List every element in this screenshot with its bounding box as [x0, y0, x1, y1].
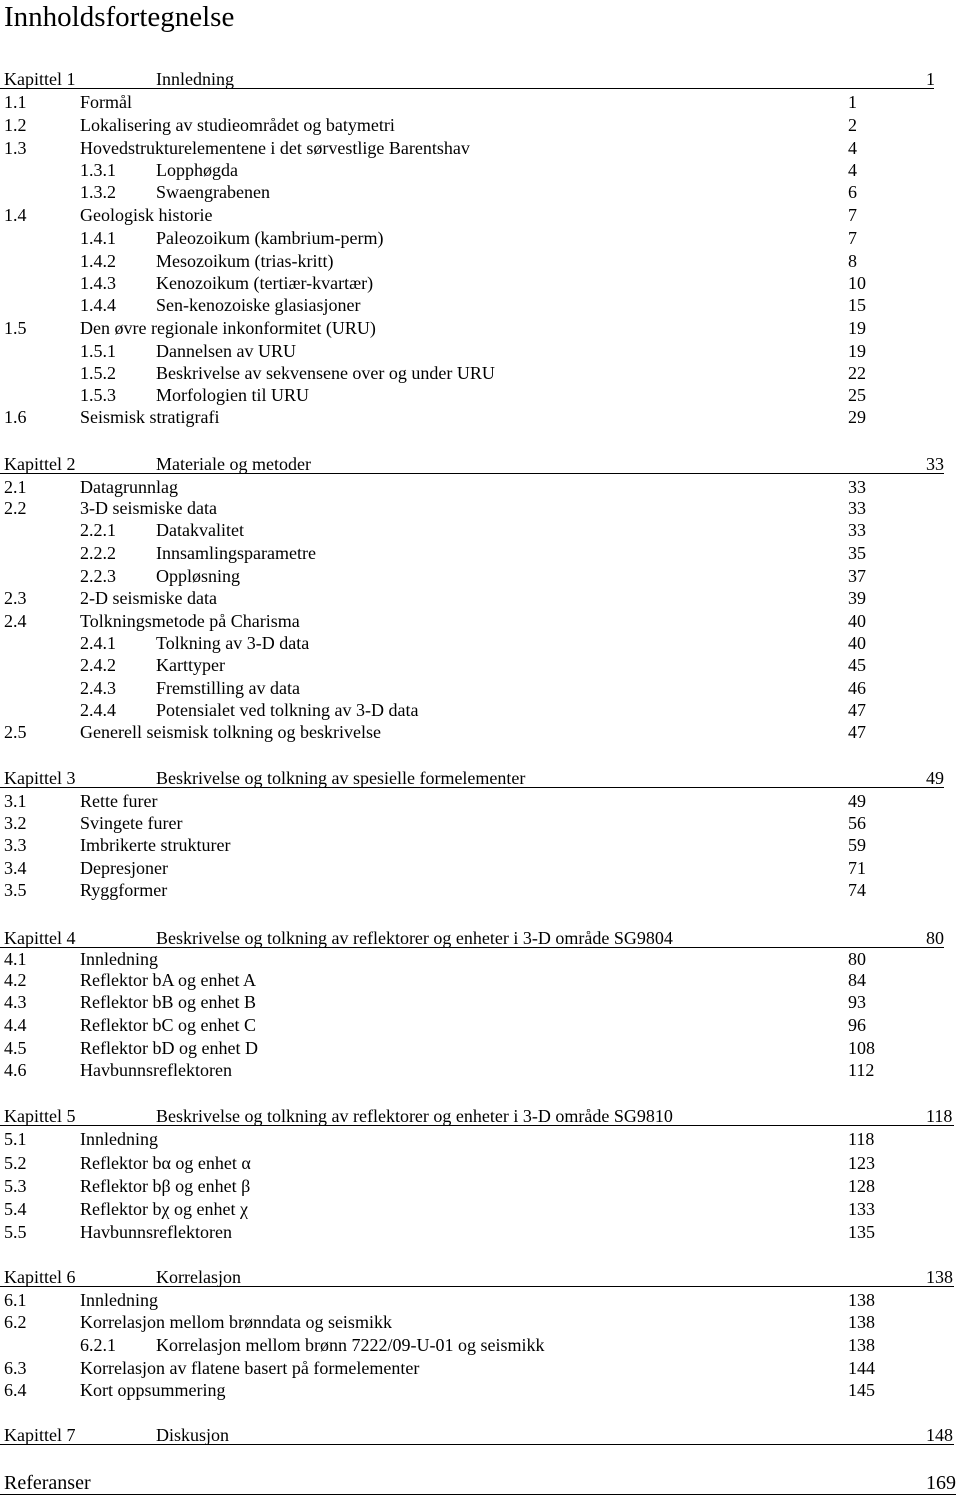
- toc-entry[interactable]: [0, 1357, 960, 1379]
- toc-entry[interactable]: [0, 1289, 960, 1311]
- toc-entry[interactable]: [0, 879, 960, 901]
- toc-entry[interactable]: [0, 1311, 960, 1333]
- entry-page-number: 128: [848, 1176, 875, 1196]
- entry-number: 1.1: [4, 92, 27, 112]
- entry-number: 2.4: [4, 611, 27, 631]
- entry-title: Paleozoikum (kambrium-perm): [156, 228, 384, 248]
- entry-number: Kapittel 7: [4, 1425, 76, 1445]
- entry-page-number: 39: [848, 588, 866, 608]
- entry-title: Havbunnsreflektoren: [80, 1222, 232, 1242]
- toc-entry[interactable]: [0, 519, 960, 541]
- entry-title: Lopphøgda: [156, 160, 238, 180]
- entry-number: 5.1: [4, 1129, 27, 1149]
- toc-references-entry[interactable]: [0, 1472, 956, 1495]
- entry-page-number: 7: [848, 205, 857, 225]
- entry-page-number: 1: [926, 69, 935, 89]
- entry-title: Morfologien til URU: [156, 385, 309, 405]
- entry-title: Reflektor bA og enhet A: [80, 970, 256, 990]
- entry-title: Reflektor bB og enhet B: [80, 992, 256, 1012]
- toc-entry[interactable]: [0, 812, 960, 834]
- entry-page-number: 133: [848, 1199, 875, 1219]
- entry-page-number: 19: [848, 341, 866, 361]
- toc-entry[interactable]: [0, 1059, 960, 1081]
- entry-title: Svingete furer: [80, 813, 183, 833]
- toc-entry[interactable]: [0, 991, 960, 1013]
- toc-entry[interactable]: [0, 677, 960, 699]
- entry-page-number: 33: [848, 477, 866, 497]
- toc-entry[interactable]: [0, 834, 960, 856]
- entry-page-number: 7: [848, 228, 857, 248]
- entry-title: Imbrikerte strukturer: [80, 835, 231, 855]
- toc-entry[interactable]: [0, 159, 960, 181]
- entry-number: 2.4.1: [80, 633, 116, 653]
- entry-number: 3.5: [4, 880, 27, 900]
- entry-title: Karttyper: [156, 655, 225, 675]
- entry-page-number: 112: [848, 1060, 875, 1080]
- entry-page-number: 2: [848, 115, 857, 135]
- entry-title: Innledning: [80, 1129, 158, 1149]
- toc-entry[interactable]: [0, 340, 960, 362]
- entry-number: 6.4: [4, 1380, 27, 1400]
- entry-page-number: 148: [926, 1425, 953, 1445]
- entry-page-number: 96: [848, 1015, 866, 1035]
- entry-number: 2.1: [4, 477, 27, 497]
- toc-entry[interactable]: [0, 137, 960, 159]
- entry-page-number: 74: [848, 880, 866, 900]
- entry-title: Reflektor bD og enhet D: [80, 1038, 258, 1058]
- entry-title: Beskrivelse og tolkning av reflektorer og enheter i 3-D område SG9804: [156, 928, 673, 948]
- entry-page-number: 40: [848, 633, 866, 653]
- toc-entry[interactable]: [0, 857, 960, 879]
- entry-title: Generell seismisk tolkning og beskrivelse: [80, 722, 381, 742]
- toc-chapter-entry[interactable]: [0, 1266, 954, 1287]
- entry-page-number: 40: [848, 611, 866, 631]
- entry-number: 2.2: [4, 498, 27, 518]
- toc-entry[interactable]: [0, 610, 960, 632]
- toc-entry[interactable]: [0, 362, 960, 384]
- entry-page-number: 118: [848, 1129, 875, 1149]
- entry-page-number: 29: [848, 407, 866, 427]
- entry-page-number: 49: [926, 768, 944, 788]
- entry-page-number: 22: [848, 363, 866, 383]
- entry-number: 5.4: [4, 1199, 27, 1219]
- entry-title: Den øvre regionale inkonformitet (URU): [80, 318, 376, 338]
- entry-title: Geologisk historie: [80, 205, 213, 225]
- entry-page-number: 46: [848, 678, 866, 698]
- entry-page-number: 33: [848, 498, 866, 518]
- entry-page-number: 108: [848, 1038, 875, 1058]
- entry-page-number: 169: [926, 1472, 956, 1494]
- entry-title: Beskrivelse og tolkning av reflektorer og enheter i 3-D område SG9810: [156, 1106, 673, 1126]
- entry-title: Reflektor bC og enhet C: [80, 1015, 256, 1035]
- entry-number: 3.1: [4, 791, 27, 811]
- entry-page-number: 138: [926, 1267, 953, 1287]
- toc-entry[interactable]: [0, 272, 960, 294]
- entry-page-number: 49: [848, 791, 866, 811]
- entry-number: 1.5.1: [80, 341, 116, 361]
- entry-number: 6.3: [4, 1358, 27, 1378]
- entry-page-number: 25: [848, 385, 866, 405]
- entry-title: Beskrivelse og tolkning av spesielle formelementer: [156, 768, 526, 788]
- entry-number: 2.4.3: [80, 678, 116, 698]
- entry-page-number: 33: [926, 454, 944, 474]
- entry-number: 1.3.2: [80, 182, 116, 202]
- entry-page-number: 118: [926, 1106, 953, 1126]
- entry-number: Kapittel 4: [4, 928, 76, 948]
- entry-number: 1.4.1: [80, 228, 116, 248]
- entry-title: Tolkningsmetode på Charisma: [80, 611, 300, 631]
- entry-number: 2.5: [4, 722, 27, 742]
- entry-number: 1.5.3: [80, 385, 116, 405]
- entry-number: 2.4.2: [80, 655, 116, 675]
- entry-number: Kapittel 1: [4, 69, 76, 89]
- entry-title: Reflektor bχ og enhet χ: [80, 1199, 248, 1219]
- toc-entry[interactable]: [0, 1037, 960, 1059]
- entry-title: Beskrivelse av sekvensene over og under URU: [156, 363, 495, 383]
- entry-page-number: 45: [848, 655, 866, 675]
- entry-number: 5.5: [4, 1222, 27, 1242]
- entry-title: Lokalisering av studieområdet og batymetri: [80, 115, 395, 135]
- toc-entry[interactable]: [0, 91, 960, 113]
- entry-title: Materiale og metoder: [156, 454, 311, 474]
- entry-page-number: 59: [848, 835, 866, 855]
- entry-title: Reflektor bα og enhet α: [80, 1153, 251, 1173]
- entry-page-number: 6: [848, 182, 857, 202]
- toc-entry[interactable]: [0, 1379, 960, 1401]
- entry-title: Ryggformer: [80, 880, 168, 900]
- entry-title: Innledning: [156, 69, 234, 89]
- entry-page-number: 4: [848, 138, 857, 158]
- entry-title: Kort oppsummering: [80, 1380, 226, 1400]
- entry-title: Swaengrabenen: [156, 182, 270, 202]
- entry-title: Potensialet ved tolkning av 3-D data: [156, 700, 419, 720]
- toc-entry[interactable]: [0, 114, 960, 136]
- entry-title: Korrelasjon mellom brønndata og seismikk: [80, 1312, 392, 1332]
- entry-page-number: 138: [848, 1335, 875, 1355]
- toc-entry[interactable]: [0, 721, 960, 743]
- toc-entry[interactable]: [0, 1334, 960, 1356]
- entry-number: 4.1: [4, 949, 27, 969]
- entry-page-number: 15: [848, 295, 866, 315]
- entry-number: Kapittel 5: [4, 1106, 76, 1126]
- entry-page-number: 123: [848, 1153, 875, 1173]
- entry-title: Kenozoikum (tertiær-kvartær): [156, 273, 374, 293]
- entry-number: 5.3: [4, 1176, 27, 1196]
- toc-entry[interactable]: [0, 1014, 960, 1036]
- entry-page-number: 138: [848, 1290, 875, 1310]
- entry-title: Referanser: [4, 1472, 91, 1494]
- toc-chapter-entry[interactable]: [0, 767, 944, 788]
- toc-entry[interactable]: [0, 384, 960, 406]
- entry-page-number: 80: [926, 928, 944, 948]
- entry-title: Innsamlingsparametre: [156, 543, 316, 563]
- entry-page-number: 35: [848, 543, 866, 563]
- entry-number: 1.5.2: [80, 363, 116, 383]
- toc-chapter-entry[interactable]: [0, 68, 934, 89]
- entry-number: 6.2: [4, 1312, 27, 1332]
- toc-chapter-entry[interactable]: [0, 1424, 954, 1445]
- entry-number: 2.4.4: [80, 700, 116, 720]
- entry-title: Korrelasjon mellom brønn 7222/09-U-01 og seismikk: [156, 1335, 545, 1355]
- toc-entry[interactable]: [0, 542, 960, 564]
- toc-entry[interactable]: [0, 790, 960, 812]
- toc-entry[interactable]: [0, 497, 960, 519]
- entry-title: Innledning: [80, 1290, 158, 1310]
- entry-page-number: 8: [848, 251, 857, 271]
- entry-number: 1.4.4: [80, 295, 116, 315]
- toc-entry[interactable]: [0, 227, 960, 249]
- entry-title: Seismisk stratigrafi: [80, 407, 220, 427]
- entry-title: Havbunnsreflektoren: [80, 1060, 232, 1080]
- entry-number: 4.5: [4, 1038, 27, 1058]
- entry-page-number: 47: [848, 722, 866, 742]
- entry-page-number: 33: [848, 520, 866, 540]
- entry-title: Fremstilling av data: [156, 678, 300, 698]
- entry-page-number: 4: [848, 160, 857, 180]
- entry-number: 2.2.3: [80, 566, 116, 586]
- entry-number: 1.5: [4, 318, 27, 338]
- toc-entry[interactable]: [0, 565, 960, 587]
- entry-number: 1.4: [4, 205, 27, 225]
- entry-title: 2-D seismiske data: [80, 588, 217, 608]
- entry-title: Oppløsning: [156, 566, 241, 586]
- toc-entry[interactable]: [0, 969, 960, 991]
- entry-number: 3.3: [4, 835, 27, 855]
- entry-number: 3.4: [4, 858, 27, 878]
- toc-entry[interactable]: [0, 476, 960, 498]
- entry-title: Dannelsen av URU: [156, 341, 296, 361]
- entry-number: 1.3.1: [80, 160, 116, 180]
- entry-title: Datagrunnlag: [80, 477, 178, 497]
- entry-title: Tolkning av 3-D data: [156, 633, 310, 653]
- entry-title: Innledning: [80, 949, 158, 969]
- entry-page-number: 10: [848, 273, 866, 293]
- toc-entry[interactable]: [0, 1175, 960, 1197]
- page-title: Innholdsfortegnelse: [4, 1, 235, 33]
- entry-number: Kapittel 6: [4, 1267, 76, 1287]
- entry-page-number: 135: [848, 1222, 875, 1242]
- toc-entry[interactable]: [0, 948, 960, 970]
- toc-entry[interactable]: [0, 699, 960, 721]
- toc-entry[interactable]: [0, 406, 960, 428]
- entry-page-number: 84: [848, 970, 866, 990]
- entry-title: Rette furer: [80, 791, 158, 811]
- entry-number: 2.2.1: [80, 520, 116, 540]
- toc-entry[interactable]: [0, 317, 960, 339]
- entry-title: Diskusjon: [156, 1425, 230, 1445]
- entry-title: Hovedstrukturelementene i det sørvestlige Barentshav: [80, 138, 470, 158]
- toc-entry[interactable]: [0, 1198, 960, 1220]
- toc-entry[interactable]: [0, 1128, 960, 1150]
- entry-number: Kapittel 3: [4, 768, 76, 788]
- entry-page-number: 56: [848, 813, 866, 833]
- entry-number: Kapittel 2: [4, 454, 76, 474]
- toc-entry[interactable]: [0, 587, 960, 609]
- toc-chapter-entry[interactable]: [0, 927, 944, 948]
- entry-number: 1.6: [4, 407, 27, 427]
- entry-page-number: 80: [848, 949, 866, 969]
- entry-page-number: 138: [848, 1312, 875, 1332]
- entry-title: Korrelasjon: [156, 1267, 241, 1287]
- toc-entry[interactable]: [0, 181, 960, 203]
- entry-number: 4.3: [4, 992, 27, 1012]
- entry-number: 1.4.3: [80, 273, 116, 293]
- entry-number: 4.4: [4, 1015, 27, 1035]
- toc-entry[interactable]: [0, 1221, 960, 1243]
- entry-number: 4.6: [4, 1060, 27, 1080]
- toc-entry[interactable]: [0, 654, 960, 676]
- entry-title: Sen-kenozoiske glasiasjoner: [156, 295, 361, 315]
- toc-entry[interactable]: [0, 1152, 960, 1174]
- entry-number: 3.2: [4, 813, 27, 833]
- entry-number: 2.3: [4, 588, 27, 608]
- toc-entry[interactable]: [0, 632, 960, 654]
- entry-number: 4.2: [4, 970, 27, 990]
- entry-page-number: 47: [848, 700, 866, 720]
- entry-number: 1.2: [4, 115, 27, 135]
- entry-title: Reflektor bβ og enhet β: [80, 1176, 251, 1196]
- entry-page-number: 93: [848, 992, 866, 1012]
- entry-number: 5.2: [4, 1153, 27, 1173]
- entry-page-number: 1: [848, 92, 857, 112]
- toc-chapter-entry[interactable]: [0, 453, 944, 474]
- toc-chapter-entry[interactable]: [0, 1105, 954, 1126]
- entry-number: 6.2.1: [80, 1335, 116, 1355]
- toc-entry[interactable]: [0, 250, 960, 272]
- entry-title: 3-D seismiske data: [80, 498, 217, 518]
- toc-entry[interactable]: [0, 204, 960, 226]
- entry-number: 1.4.2: [80, 251, 116, 271]
- entry-title: Formål: [80, 92, 132, 112]
- entry-number: 6.1: [4, 1290, 27, 1310]
- entry-page-number: 145: [848, 1380, 875, 1400]
- entry-title: Datakvalitet: [156, 520, 244, 540]
- entry-title: Korrelasjon av flatene basert på formelementer: [80, 1358, 420, 1378]
- entry-page-number: 144: [848, 1358, 875, 1378]
- entry-title: Mesozoikum (trias-kritt): [156, 251, 334, 271]
- entry-number: 1.3: [4, 138, 27, 158]
- entry-page-number: 71: [848, 858, 866, 878]
- entry-page-number: 37: [848, 566, 866, 586]
- entry-title: Depresjoner: [80, 858, 168, 878]
- entry-page-number: 19: [848, 318, 866, 338]
- entry-number: 2.2.2: [80, 543, 116, 563]
- toc-entry[interactable]: [0, 294, 960, 316]
